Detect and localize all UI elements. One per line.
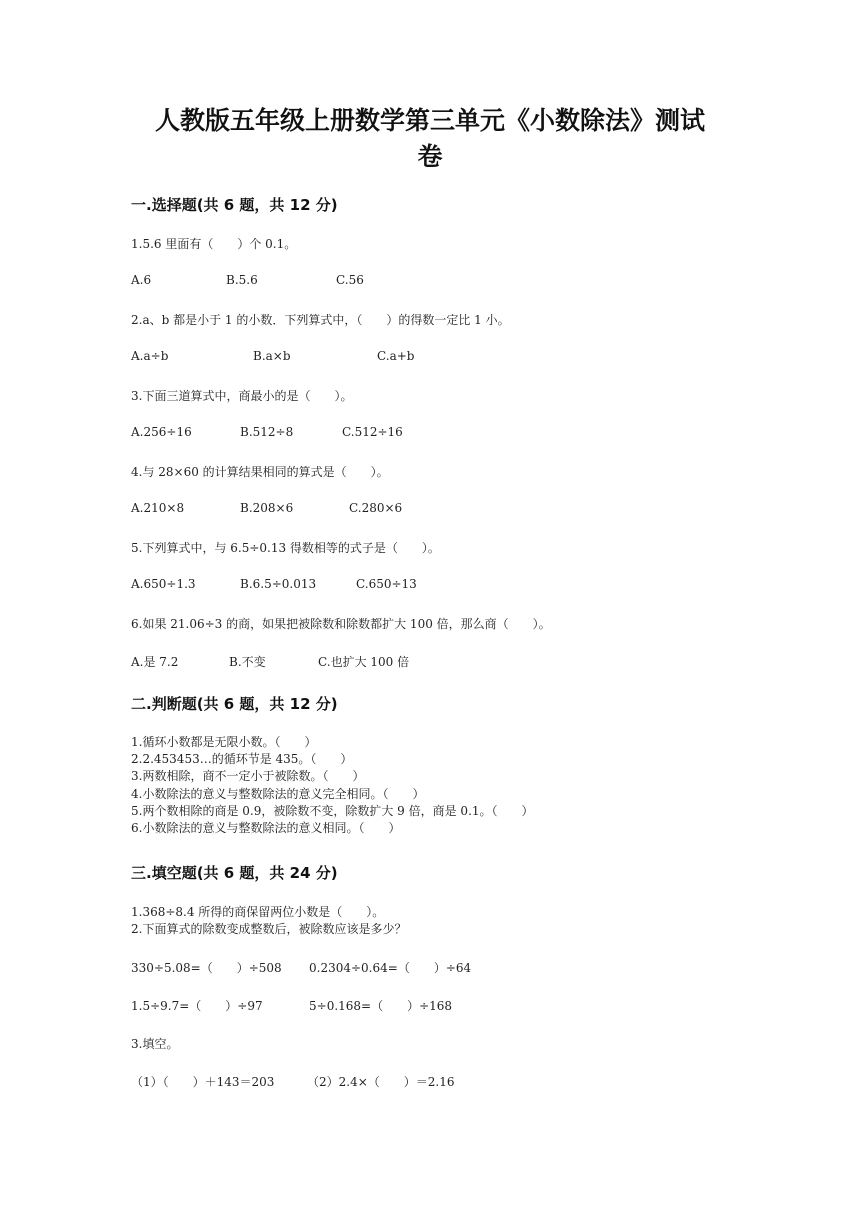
choice-1-option-b: B.5.6 (226, 273, 258, 287)
fill-3-item-2: （2）2.4×（ ）＝2.16 (307, 1075, 455, 1089)
choice-3-option-a: A.256÷16 (131, 425, 192, 439)
choice-4-option-b: B.208×6 (240, 501, 294, 515)
section-heading-choice: 一.选择题(共 6 题，共 12 分) (131, 196, 338, 214)
section-heading-judge: 二.判断题(共 6 题，共 12 分) (131, 695, 338, 713)
choice-question-4: 4.与 28×60 的计算结果相同的算式是（ ）。 (131, 465, 389, 479)
fill-3-item-1: （1）（ ）＋143＝203 (131, 1075, 275, 1089)
choice-6-option-a: A.是 7.2 (131, 655, 179, 669)
choice-4-option-a: A.210×8 (131, 501, 185, 515)
choice-1-option-c: C.56 (336, 273, 364, 287)
choice-3-option-c: C.512÷16 (342, 425, 403, 439)
judge-item-6: 6.小数除法的意义与整数除法的意义相同。（ ） (131, 820, 401, 835)
page-title-line-2: 卷 (417, 142, 443, 171)
section-heading-fill: 三.填空题(共 6 题，共 24 分) (131, 864, 338, 882)
choice-question-3: 3.下面三道算式中，商最小的是（ ）。 (131, 389, 353, 403)
choice-6-option-b: B.不变 (229, 655, 266, 669)
fill-question-3: 3.填空。 (131, 1037, 179, 1051)
fill-2-expr-3: 1.5÷9.7=（ ）÷97 (131, 999, 263, 1013)
judge-item-2: 2.2.453453…的循环节是 435。（ ） (131, 752, 353, 767)
choice-2-option-c: C.a+b (377, 349, 415, 363)
choice-question-6: 6.如果 21.06÷3 的商，如果把被除数和除数都扩大 100 倍，那么商（ ）。 (131, 617, 551, 631)
choice-2-option-a: A.a÷b (131, 349, 169, 363)
fill-question-1: 1.368÷8.4 所得的商保留两位小数是（ ）。 (131, 905, 385, 919)
fill-question-2: 2.下面算式的除数变成整数后，被除数应该是多少？ (131, 922, 407, 936)
choice-5-option-a: A.650÷1.3 (131, 577, 196, 591)
choice-question-1: 1.5.6 里面有（ ）个 0.1。 (131, 237, 297, 251)
fill-2-expr-1: 330÷5.08=（ ）÷508 (131, 961, 282, 975)
choice-6-option-c: C.也扩大 100 倍 (318, 655, 410, 669)
choice-question-5: 5.下列算式中，与 6.5÷0.13 得数相等的式子是（ ）。 (131, 541, 440, 555)
choice-2-option-b: B.a×b (253, 349, 291, 363)
judge-item-3: 3.两数相除，商不一定小于被除数。（ ） (131, 769, 365, 784)
page-title-line-1: 人教版五年级上册数学第三单元《小数除法》测试 (154, 106, 705, 135)
choice-question-2: 2.a、b 都是小于 1 的小数．下列算式中，（ ）的得数一定比 1 小。 (131, 313, 510, 327)
choice-5-option-b: B.6.5÷0.013 (240, 577, 317, 591)
judge-item-5: 5.两个数相除的商是 0.9，被除数不变，除数扩大 9 倍，商是 0.1。（ ） (131, 803, 534, 818)
fill-2-expr-2: 0.2304÷0.64=（ ）÷64 (309, 961, 472, 975)
choice-5-option-c: C.650÷13 (356, 577, 417, 591)
judge-list (131, 734, 534, 837)
judge-item-4: 4.小数除法的意义与整数除法的意义完全相同。（ ） (131, 786, 425, 801)
choice-3-option-b: B.512÷8 (240, 425, 294, 439)
choice-1-option-a: A.6 (131, 273, 152, 287)
choice-4-option-c: C.280×6 (349, 501, 403, 515)
fill-2-expr-4: 5÷0.168=（ ）÷168 (309, 999, 453, 1013)
judge-item-1: 1.循环小数都是无限小数。（ ） (131, 735, 317, 749)
